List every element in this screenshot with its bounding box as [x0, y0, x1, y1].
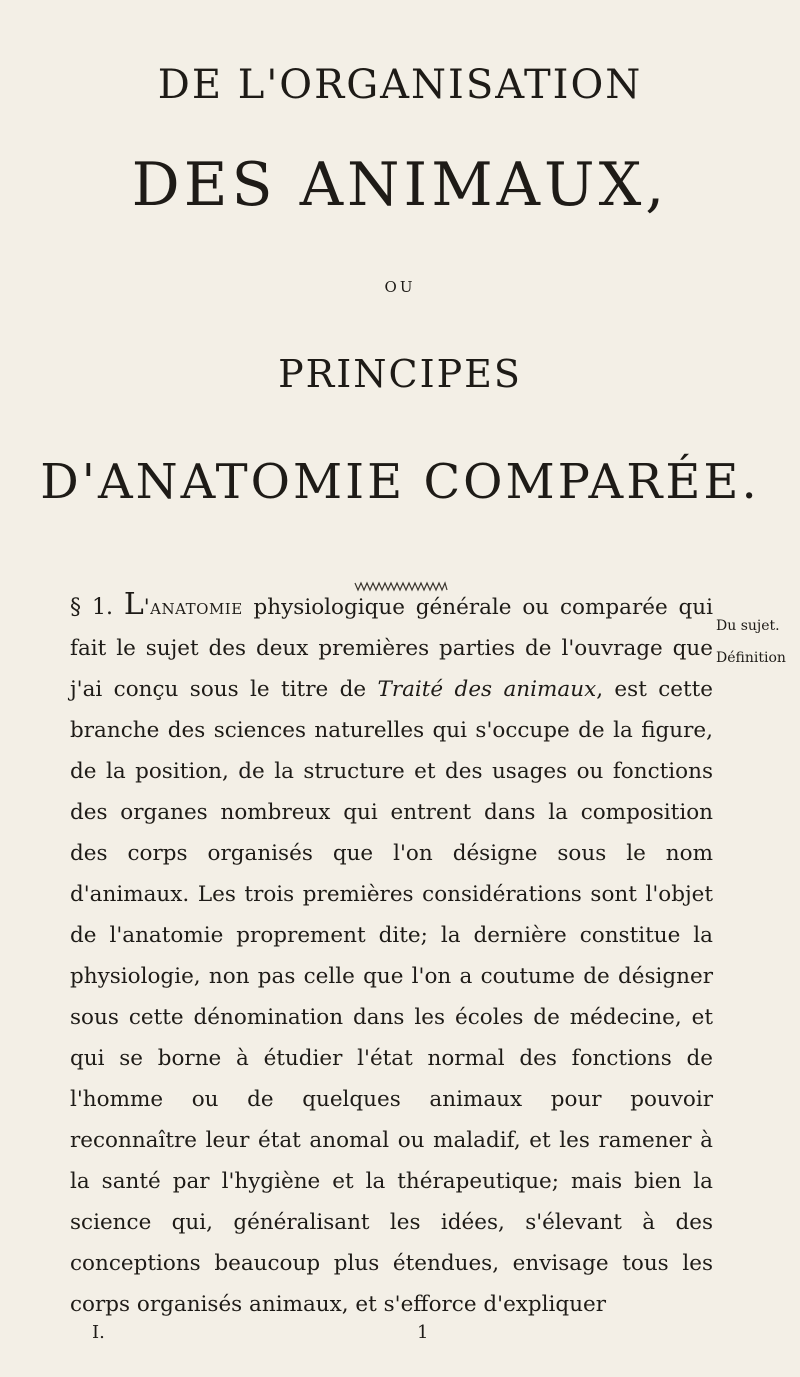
section-mark: § 1.	[70, 595, 113, 620]
title-line-3: OU	[384, 278, 416, 296]
title-line-4: PRINCIPES	[278, 352, 522, 396]
lead-capital: L	[123, 587, 144, 622]
title-line-5: D'ANATOMIE COMPARÉE.	[40, 454, 760, 510]
title-line-2: DES ANIMAUX,	[131, 150, 669, 220]
paragraph-text-2: , est cette branche des sciences naturelles qui s'occupe de la figure, de la position, de la structure et des usages ou fonctions des organes nombreux qui entrent dans la composition des corps organisés que l'on désigne sous le nom d'animaux. Les trois premières considérations sont l'objet de l'anatomie proprement dite; la dernière constitue la physiologie, non pas celle que l'on a coutume de désigner sous cette dénomination dans les écoles de médecine, et qui se borne à étudier l'état normal des fonctions de l'homme ou de quelques animaux pour pouvoir reconnaître leur état anomal ou maladif, et les ramener à la santé par l'hygiène et la thérapeutique; mais bien la science qui, généralisant les idées, s'élevant à des conceptions beaucoup plus étendues, envisage tous les corps organisés animaux, et s'efforce d'expliquer	[70, 677, 713, 1317]
section-paragraph	[70, 584, 713, 1325]
lead-smallcaps: 'anatomie	[143, 595, 243, 620]
title-line-1: DE L'ORGANISATION	[157, 62, 643, 108]
body-text	[70, 584, 713, 1325]
margin-note-subject: Du sujet.	[716, 618, 780, 634]
margin-note-definition: Définition	[716, 650, 786, 666]
page-number: 1	[417, 1322, 429, 1343]
signature-mark: I.	[92, 1322, 105, 1343]
paragraph-text-1: physiologique générale ou comparée qui fait le sujet des deux premières parties de l'ouvrage que j'ai conçu sous le titre de	[70, 595, 713, 702]
italic-book-title: Traité des animaux	[377, 677, 597, 702]
